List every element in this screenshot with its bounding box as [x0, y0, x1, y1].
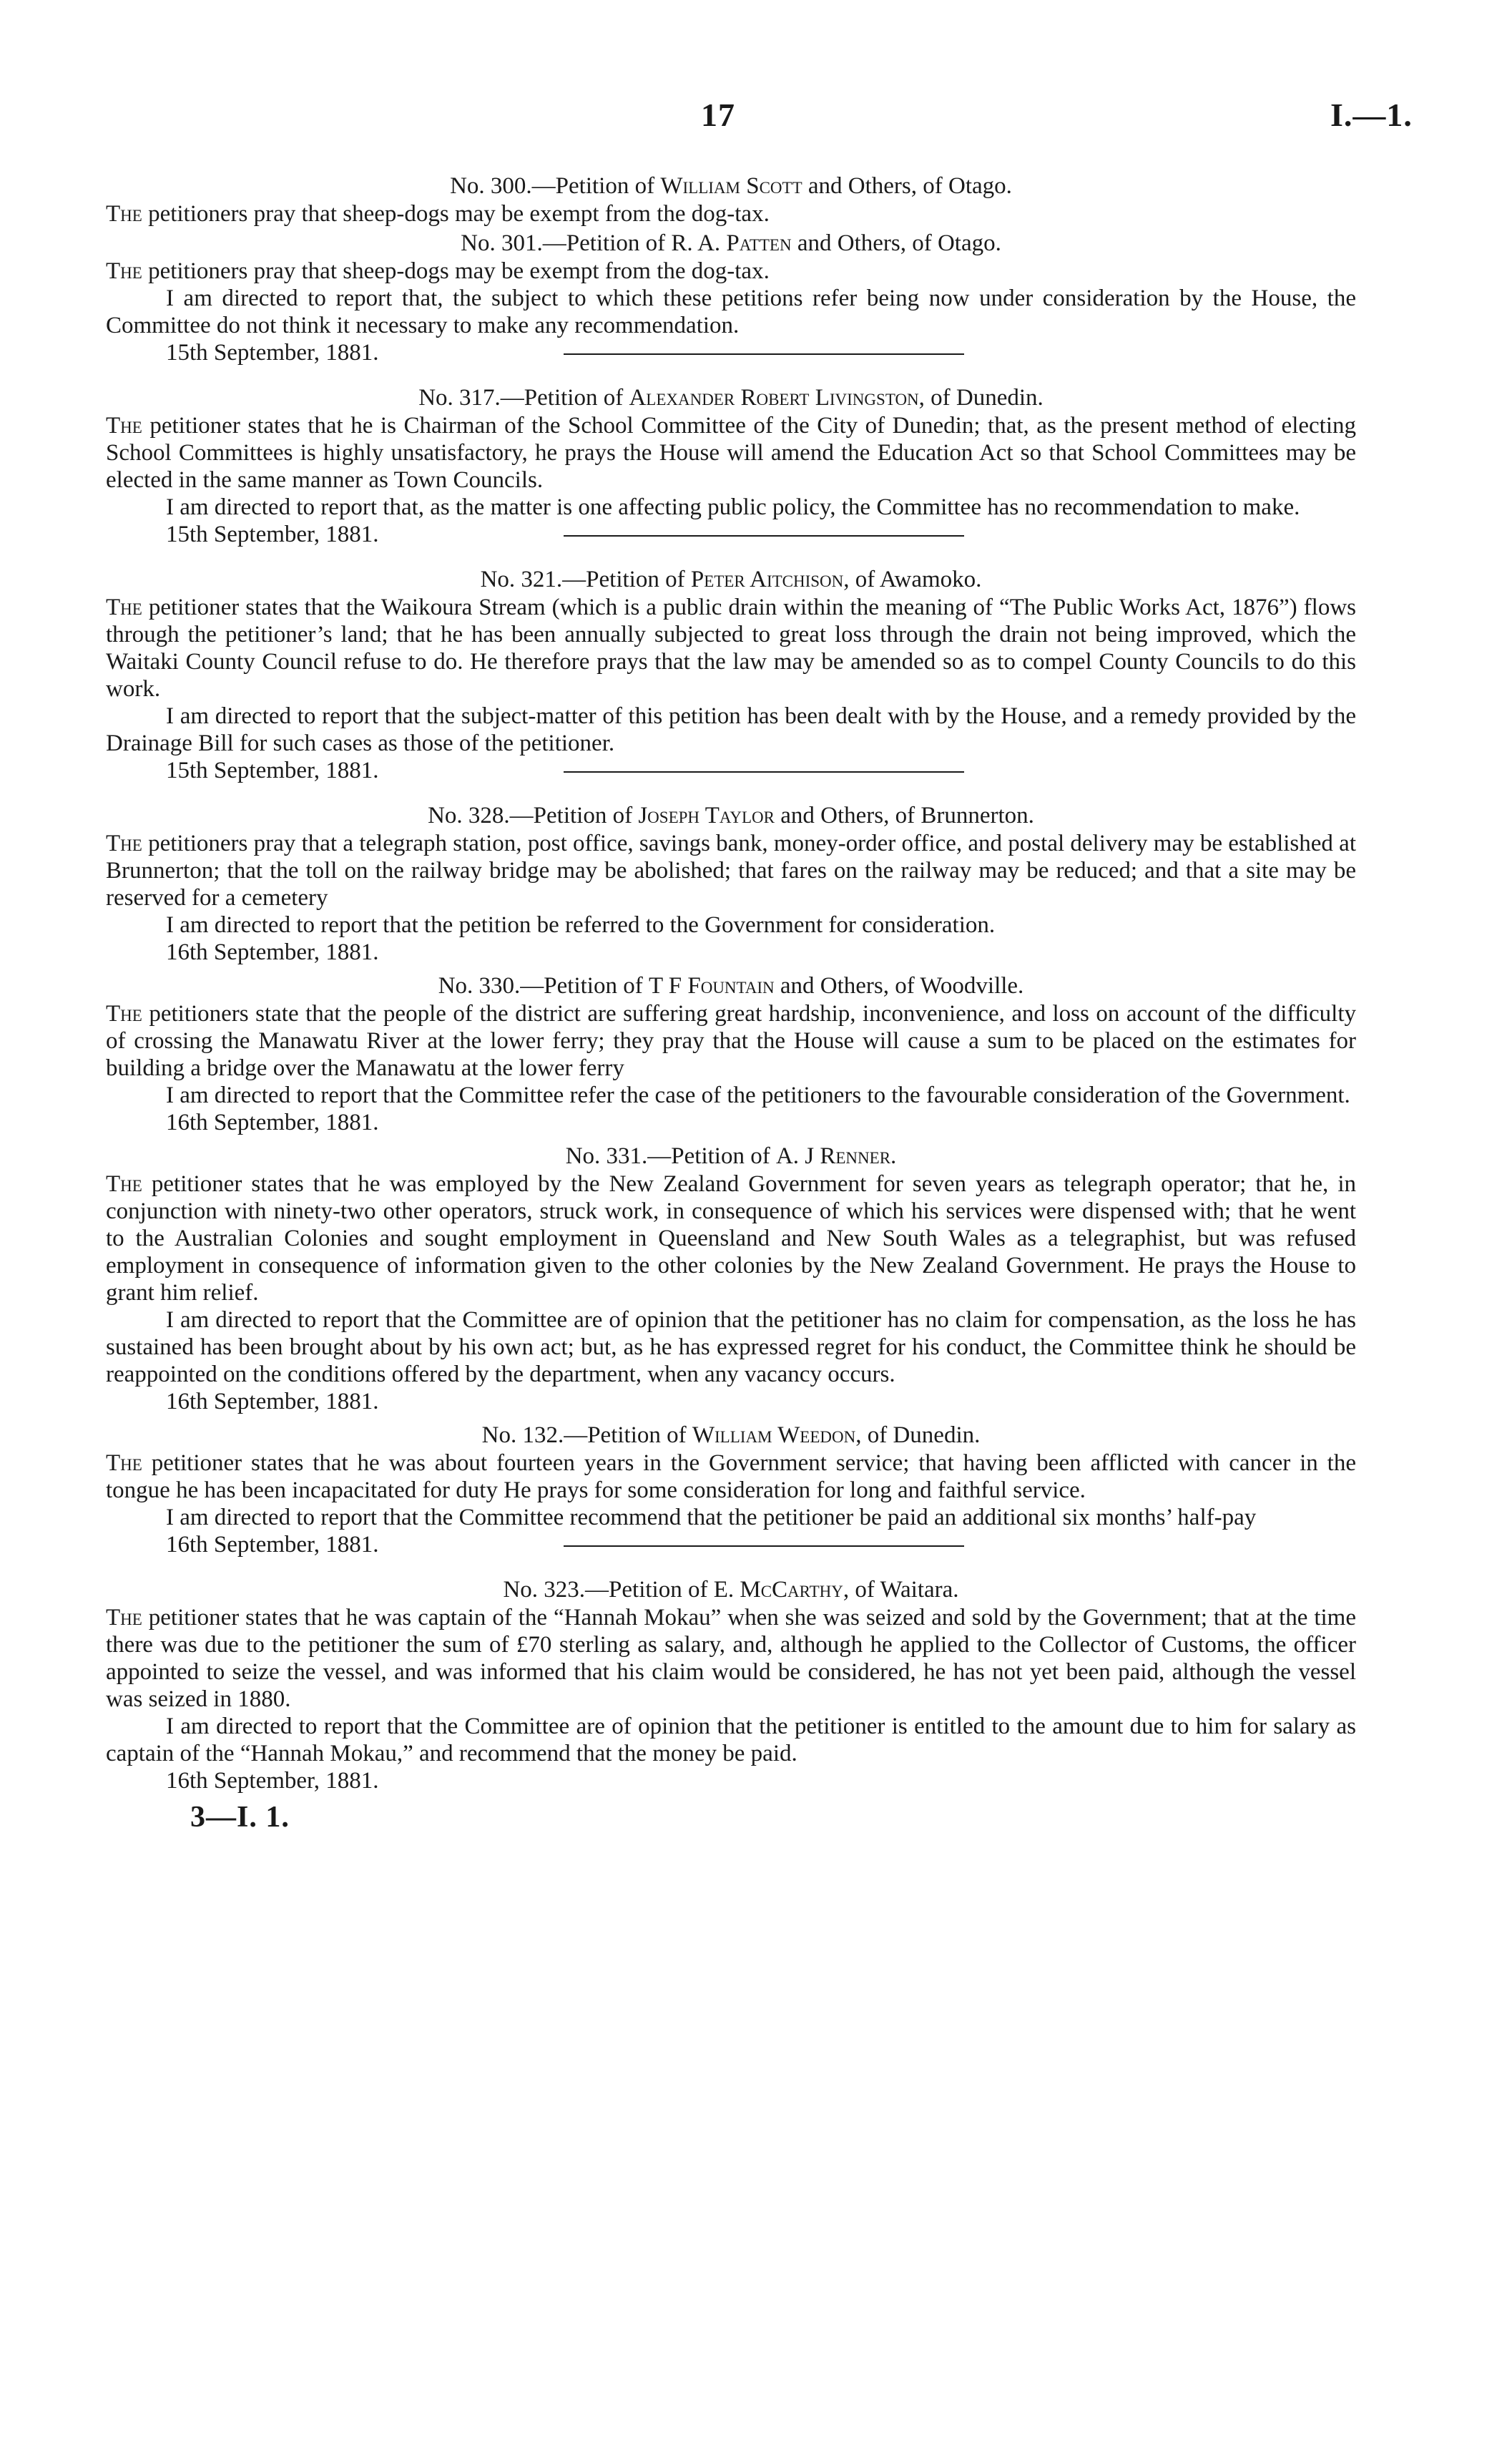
section-rule — [564, 353, 964, 355]
committee-report: I am directed to report that the Committee refer the case of the petitioners to the favourable consideration of the Government. — [166, 1082, 1350, 1108]
petition-heading: No. 300.—Petition of William Scott and Others, of Otago. — [450, 173, 1012, 199]
petition-body: The petitioners pray that sheep-dogs may be exempt from the dog-tax. — [106, 201, 770, 227]
section-rule — [564, 771, 964, 773]
printer-signature: 3—I. 1. — [190, 1801, 290, 1834]
petition-body: The petitioners state that the people of the district are suffering great hardship, inconvenience, and loss on account of the difficulty of crossing the Manawatu River at the lower ferry; they pray that the House will cause a sum to be placed on the estimates for building a bridge over the Manawatu at the lower ferry — [106, 1001, 1356, 1081]
petition-heading: No. 317.—Petition of Alexander Robert Livingston, of Dunedin. — [418, 385, 1044, 411]
petition-body: The petitioner states that the Waikoura Stream (which is a public drain within the meaning of “The Public Works Act, 1876”) flows through the petitioner’s land; that he has been annually subjected to great loss through the drain not being improved, which the Waitaki County Council refuse to do. He therefore prays that the law may be amended so as to compel County Councils to do this work. — [106, 595, 1356, 702]
petitioner-name: William Scott — [660, 173, 802, 199]
petitioner-name: Joseph Taylor — [638, 803, 775, 828]
section-rule — [564, 535, 964, 537]
petition-heading: No. 132.—Petition of William Weedon, of Dunedin. — [481, 1422, 981, 1448]
petitioner-name: Peter Aitchison — [690, 567, 844, 592]
petitioner-name: E. McCarthy — [713, 1577, 843, 1603]
report-date: 16th September, 1881. — [166, 1768, 379, 1794]
report-date: 15th September, 1881. — [106, 757, 1356, 784]
petition-heading: No. 321.—Petition of Peter Aitchison, of Awamoko. — [480, 567, 982, 592]
report-date: 16th September, 1881. — [166, 1110, 379, 1135]
petitioner-name: A. J Renner — [775, 1143, 891, 1169]
petition-301 — [106, 229, 1356, 366]
committee-report: I am directed to report that, the subject to which these petitions refer being now under consideration by the House, the Committee do not think it necessary to make any recommendation. — [106, 285, 1356, 338]
petition-body: The petitioner states that he is Chairman of the School Committee of the City of Dunedin; that, as the present method of electing School Committees is highly unsatisfactory, he prays the House will amend the Education Act so that School Committees may be elected in the same manner as Town Councils. — [106, 413, 1356, 493]
petition-323 — [106, 1575, 1356, 1794]
petitions-content — [106, 172, 1356, 1834]
committee-report: I am directed to report that the Committee are of opinion that the petitioner has no claim for compensation, as the loss he has sustained has been brought about by his own act; but, as he has expressed regret for his conduct, the Committee think he should be reappointed on the conditions offered by the department, when any vacancy occurs. — [106, 1307, 1356, 1387]
petition-heading: No. 330.—Petition of T F Fountain and Others, of Woodville. — [438, 973, 1024, 999]
petition-body: The petitioners pray that sheep-dogs may be exempt from the dog-tax. — [106, 258, 770, 284]
petition-heading: No. 323.—Petition of E. McCarthy, of Waitara. — [503, 1577, 959, 1603]
petitioner-name: Alexander Robert Livingston — [629, 385, 919, 411]
petitioner-name: T F Fountain — [648, 973, 775, 999]
petition-330 — [106, 972, 1356, 1136]
petition-body: The petitioner states that he was employed by the New Zealand Government for seven years as telegraph operator; that he, in conjunction with ninety-two other operators, struck work, in consequence of which his services were dispensed with; that he went to the Australian Colonies and sought employment in Queensland and New South Wales as a telegraphist, but was refused employment in consequence of information given to the other colonies by the New Zealand Government. He prays the House to grant him relief. — [106, 1171, 1356, 1306]
petition-body: The petitioner states that he was captain of the “Hannah Mokau” when she was seized and sold by the Government; that at the time there was due to the petitioner the sum of £70 sterling as salary, and, although he applied to the Collector of Customs, the officer appointed to seize the vessel, and was informed that his claim would be considered, he has not yet been paid, although the vessel was seized in 1880. — [106, 1605, 1356, 1712]
petition-body: The petitioners pray that a telegraph station, post office, savings bank, money-order office, and postal delivery may be established at Brunnerton; that the toll on the railway bridge may be abolished; that fares on the railway may be reduced; and that a site may be reserved for a cemetery — [106, 831, 1356, 911]
petition-heading: No. 331.—Petition of A. J Renner. — [565, 1143, 897, 1169]
petition-321 — [106, 565, 1356, 784]
committee-report: I am directed to report that the petition be referred to the Government for consideration. — [166, 912, 996, 938]
committee-report: I am directed to report that, as the matter is one affecting public policy, the Committee has no recommendation to make. — [166, 494, 1300, 520]
report-date: 15th September, 1881. — [106, 339, 1356, 366]
petition-132 — [106, 1421, 1356, 1558]
section-rule — [564, 1545, 964, 1547]
petition-331 — [106, 1142, 1356, 1415]
petitioner-name: William Weedon — [692, 1422, 856, 1448]
report-date: 16th September, 1881. — [166, 939, 379, 965]
petition-328 — [106, 801, 1356, 966]
report-date: 16th September, 1881. — [106, 1531, 1356, 1558]
petition-body: The petitioner states that he was about fourteen years in the Government service; that having been afflicted with cancer in the tongue he has been incapacitated for duty He prays for some consideration for long and faithful service. — [106, 1450, 1356, 1503]
petition-300 — [106, 172, 1356, 228]
report-date: 16th September, 1881. — [166, 1389, 379, 1414]
petition-heading: No. 301.—Petition of R. A. Patten and Others, of Otago. — [461, 230, 1001, 256]
committee-report: I am directed to report that the subject-matter of this petition has been dealt with by the House, and a remedy provided by the Drainage Bill for such cases as those of the petitioner. — [106, 703, 1356, 756]
petition-heading: No. 328.—Petition of Joseph Taylor and Others, of Brunnerton. — [428, 803, 1034, 828]
committee-report: I am directed to report that the Committee recommend that the petitioner be paid an additional six months’ half-pay — [166, 1505, 1257, 1530]
petition-317 — [106, 383, 1356, 548]
committee-report: I am directed to report that the Committee are of opinion that the petitioner is entitled to the amount due to him for salary as captain of the “Hannah Mokau,” and recommend that the money be paid. — [106, 1714, 1356, 1766]
petitioner-name: R. A. Patten — [671, 230, 792, 256]
report-date: 15th September, 1881. — [106, 521, 1356, 548]
page-reference: I.—1. — [1330, 97, 1413, 133]
page-number: 17 — [701, 97, 735, 133]
